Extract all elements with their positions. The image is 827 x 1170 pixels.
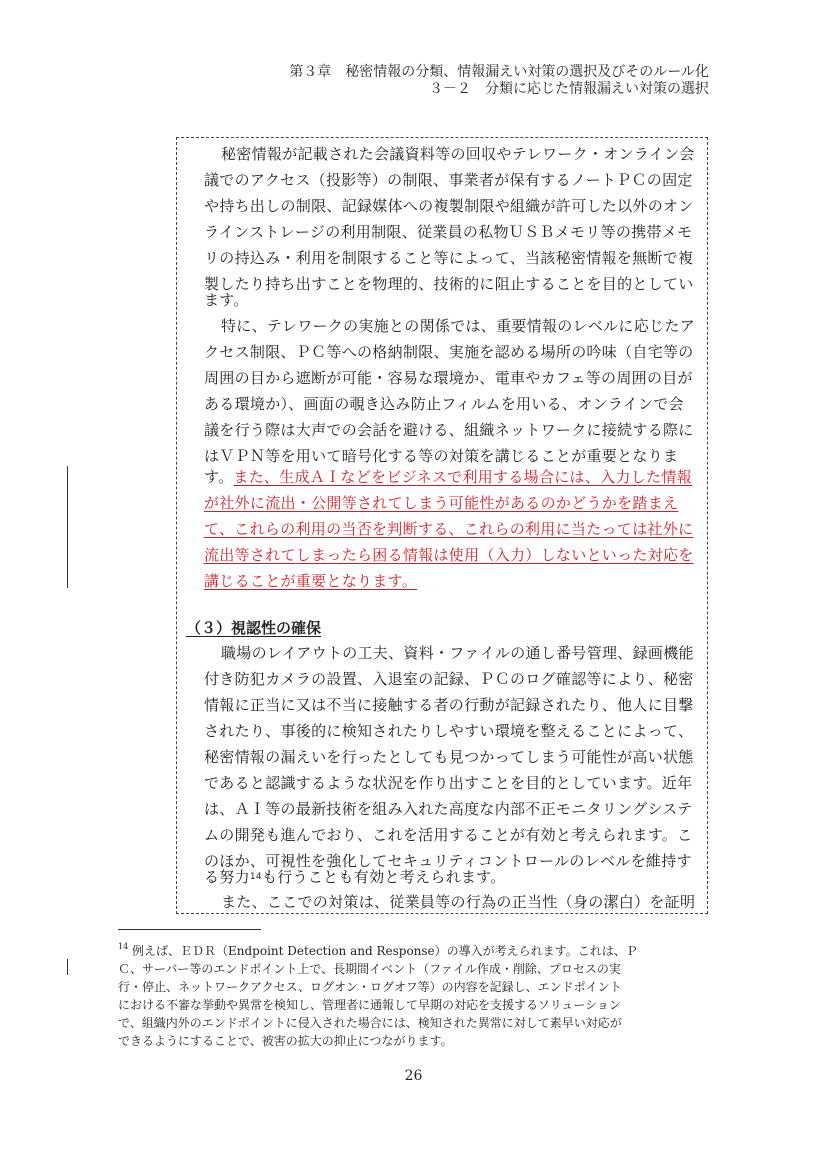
revision-text-line [204, 542, 697, 568]
body-text-line: ラインストレージの利用制限、従業員の私物ＵＳＢメモリ等の携帯メモ [204, 223, 693, 241]
body-text-line: 付き防犯カメラの設置、入退室の記録、ＰＣのログ確認等により、秘密 [204, 670, 694, 688]
body-text-line: 秘密情報が記載された会議資料等の回収やテレワーク・オンライン会 [221, 145, 695, 163]
revision-text: 講じることが重要となります。 [204, 572, 418, 590]
revision-text: て、これらの利用の当否を判断する、これらの利用に当たっては社外に [204, 520, 694, 538]
revision-text-line [204, 568, 697, 594]
body-text-line: 職場のレイアウトの工夫、資料・ファイルの通し番号管理、録画機能 [221, 644, 694, 662]
body-text-line: や持ち出しの制限、記録媒体への複製制限や組織が許可した以外のオン [204, 197, 694, 215]
body-text-line: クセス制限、ＰＣ等への格納制限、実施を認める場所の吟味（自宅等の [204, 343, 694, 361]
body-text-plain: も行うことも有効と考えられます。 [261, 868, 506, 886]
body-text-line [204, 464, 697, 490]
footnote-text: 例えば、ＥＤＲ（Endpoint Detection and Response）の導入が考えられます。これは、Ｐ [132, 944, 638, 958]
body-text-line: ます。 [204, 291, 249, 309]
footnote-line: で、組織内外のエンドポイントに侵入された場合には、検知された異常に対して素早い対応が [118, 1016, 622, 1030]
body-text-line: は、ＡＩ等の最新技術を組み入れた高度な内部不正モニタリングシステ [204, 800, 693, 818]
footnote-line: Ｃ、サーバー等のエンドポイント上で、長期間イベント（ファイル作成・削除、プロセスの実 [118, 962, 621, 976]
body-text-plain: す。 [204, 468, 234, 486]
revision-text: また、生成ＡＩなどをビジネスで利用する場合には、入力した情報 [233, 468, 692, 486]
footnote-line: できるようにすることで、被害の拡大の抑止につながります。 [118, 1034, 453, 1048]
body-text-line: 議を行う際は大声での会話を避ける、組織ネットワークに接続する際に [204, 421, 694, 439]
body-text-line: 秘密情報の漏えいを行ったとしても見つかってしまう可能性が高い状態 [204, 748, 694, 766]
revision-text: 流出等されてしまったら困る情報は使用（入力）しないといった対応を [204, 546, 694, 564]
body-text-plain: る努力 [204, 868, 250, 886]
body-text-line: ムの開発も進んでおり、これを活用することが有効と考えられます。こ [204, 826, 693, 844]
page-header-chapter: 第３章 秘密情報の分類、情報漏えい対策の選択及びそのルール化 [289, 64, 709, 80]
body-text-line: はＶＰＮ等を用いて暗号化する等の対策を講じることが重要となりま [204, 447, 679, 465]
body-text-line: 製したり持ち出すことを物理的、技術的に阻止することを目的としてい [204, 275, 694, 293]
revision-text-line [204, 490, 697, 516]
footnote-line: 行・停止、ネットワークアクセス、ログオン・ログオフ等）の内容を記録し、エンドポイント [118, 980, 622, 994]
section-heading: （３）視認性の確保 [186, 619, 322, 637]
body-text-line: 議でのアクセス（投影等）の制限、事業者が保有するノートＰＣの固定 [204, 171, 693, 189]
body-text-line: されたり、事後的に検知されたりしやすい環境を整えることによって、 [204, 722, 694, 740]
body-text-line: 特に、テレワークの実施との関係では、重要情報のレベルに応じたア [221, 317, 696, 335]
footnote-number: 14 [118, 942, 129, 951]
footnote-rule [118, 929, 261, 930]
footnote-reference[interactable]: 14 [249, 872, 262, 882]
body-text-line: であると認識するような状況を作り出すことを目的としています。近年 [204, 774, 693, 792]
body-text-line: 周囲の目から遮断が可能・容易な環境か、電車やカフェ等の周囲の目が [204, 369, 693, 387]
footnote-line [118, 942, 710, 960]
revision-text: が社外に流出・公開等されてしまう可能性があるのかどうかを踏まえ [204, 494, 679, 512]
body-text-line [204, 864, 697, 890]
revision-change-bar [67, 959, 68, 975]
footnote-line: における不審な挙動や異常を検知し、管理者に通報して早期の対応を支援するソリューション [118, 998, 621, 1012]
body-text-line: のほか、可視性を強化してセキュリティコントロールのレベルを維持す [204, 852, 692, 870]
revision-text-line [204, 516, 697, 542]
body-text-line: また、ここでの対策は、従業員等の行為の正当性（身の潔白）を証明 [221, 893, 696, 911]
body-text-line: 情報に正当に又は不当に接触する者の行動が記録されたり、他人に目撃 [204, 696, 694, 714]
body-text-line: リの持込み・利用を制限すること等によって、当該秘密情報を無断で複 [204, 249, 694, 267]
body-text-line: ある環境か）、画面の覗き込み防止フィルムを用いる、オンラインで会 [204, 395, 684, 413]
page-header-section: ３－２ 分類に応じた情報漏えい対策の選択 [429, 81, 709, 97]
revision-change-bar [67, 466, 68, 588]
page-number: 26 [404, 1068, 423, 1084]
